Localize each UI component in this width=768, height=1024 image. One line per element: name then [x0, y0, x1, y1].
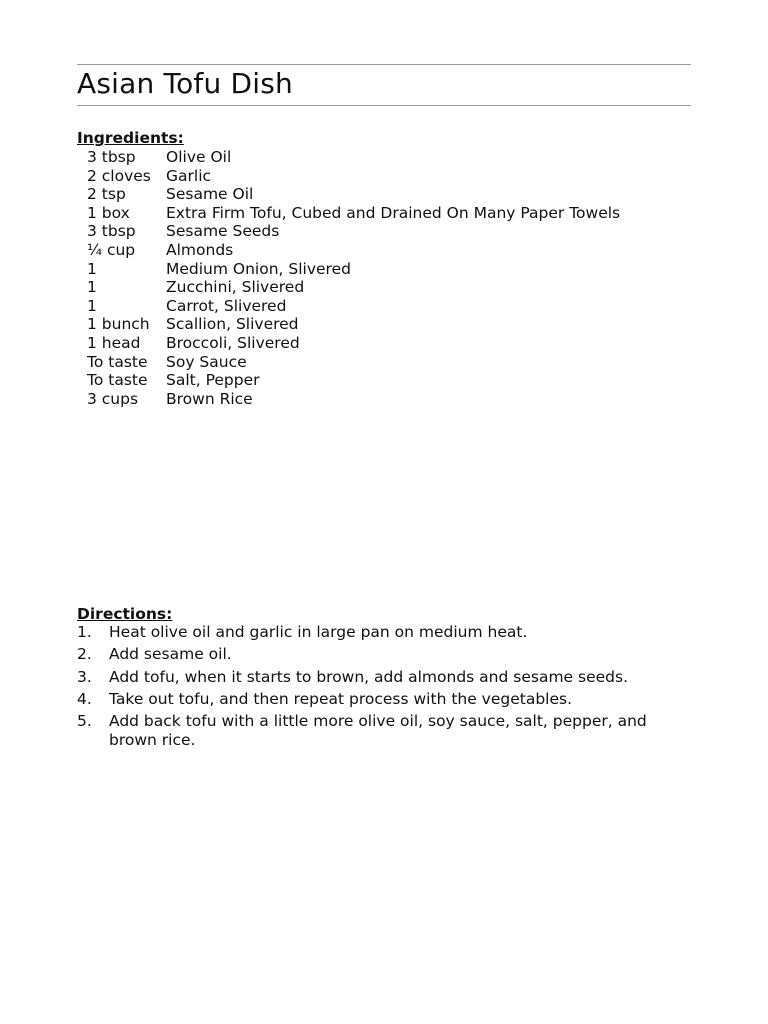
step-number: 4.	[77, 689, 92, 708]
step-text: Take out tofu, and then repeat process with the vegetables.	[109, 689, 573, 708]
ingredient-name: Garlic	[166, 166, 212, 185]
ingredient-name: Sesame Oil	[166, 185, 254, 204]
direction-step	[77, 712, 691, 750]
directions-list	[77, 623, 691, 753]
page-title: Asian Tofu Dish	[77, 67, 293, 100]
step-text: Add tofu, when it starts to brown, add almonds and sesame seeds.	[109, 667, 629, 686]
ingredient-quantity: 3 tbsp	[87, 222, 136, 241]
ingredient-row	[77, 185, 620, 204]
ingredient-row	[77, 315, 620, 334]
step-text: Add sesame oil.	[109, 645, 232, 664]
ingredient-quantity: ¼ cup	[87, 240, 136, 259]
ingredient-row	[77, 297, 620, 316]
step-text: Heat olive oil and garlic in large pan on medium heat.	[109, 623, 528, 641]
ingredients-list	[77, 148, 620, 408]
ingredient-name: Zucchini, Slivered	[166, 278, 305, 297]
ingredient-row	[77, 371, 620, 390]
ingredient-row	[77, 204, 620, 223]
ingredient-quantity: 2 cloves	[87, 166, 151, 185]
ingredient-name: Broccoli, Slivered	[166, 333, 300, 352]
ingredient-quantity: 1 head	[87, 333, 141, 352]
ingredient-name: Medium Onion, Slivered	[166, 259, 351, 278]
ingredient-quantity: 1	[87, 278, 97, 297]
ingredient-quantity: 3 cups	[87, 389, 139, 408]
ingredient-quantity: To taste	[87, 371, 148, 390]
ingredient-row	[77, 148, 620, 167]
ingredient-row	[77, 167, 620, 186]
direction-step	[77, 645, 691, 664]
ingredient-row	[77, 222, 620, 241]
step-number: 3.	[77, 667, 92, 686]
ingredient-name: Scallion, Slivered	[166, 315, 299, 334]
ingredient-name: Soy Sauce	[166, 352, 247, 371]
step-text: Add back tofu with a little more olive oil, soy sauce, salt, pepper, and brown rice.	[109, 712, 647, 750]
ingredient-quantity: 2 tsp	[87, 185, 126, 204]
ingredient-name: Brown Rice	[166, 389, 253, 408]
ingredient-name: Sesame Seeds	[166, 222, 280, 241]
ingredient-row	[77, 334, 620, 353]
ingredient-name: Olive Oil	[166, 148, 232, 166]
directions-heading: Directions:	[77, 605, 173, 623]
title-top-rule	[77, 64, 691, 65]
step-number: 2.	[77, 645, 92, 664]
ingredient-name: Carrot, Slivered	[166, 296, 287, 315]
ingredient-row	[77, 353, 620, 372]
direction-step	[77, 668, 691, 687]
ingredient-row	[77, 278, 620, 297]
ingredient-quantity: 1	[87, 296, 97, 315]
ingredient-quantity: 1 bunch	[87, 315, 150, 334]
title-bottom-rule	[77, 105, 691, 106]
step-number: 5.	[77, 712, 92, 731]
ingredient-quantity: 1	[87, 259, 97, 278]
ingredient-row	[77, 390, 620, 409]
direction-step	[77, 690, 691, 709]
ingredient-name: Extra Firm Tofu, Cubed and Drained On Many Paper Towels	[166, 203, 621, 222]
ingredient-name: Salt, Pepper	[166, 371, 260, 390]
ingredient-quantity: 3 tbsp	[87, 148, 136, 166]
ingredient-quantity: To taste	[87, 352, 148, 371]
direction-step	[77, 623, 691, 642]
ingredient-quantity: 1 box	[87, 203, 130, 222]
ingredient-row	[77, 260, 620, 279]
ingredient-name: Almonds	[166, 240, 234, 259]
step-number: 1.	[77, 623, 92, 641]
ingredient-row	[77, 241, 620, 260]
ingredients-heading: Ingredients:	[77, 129, 184, 147]
